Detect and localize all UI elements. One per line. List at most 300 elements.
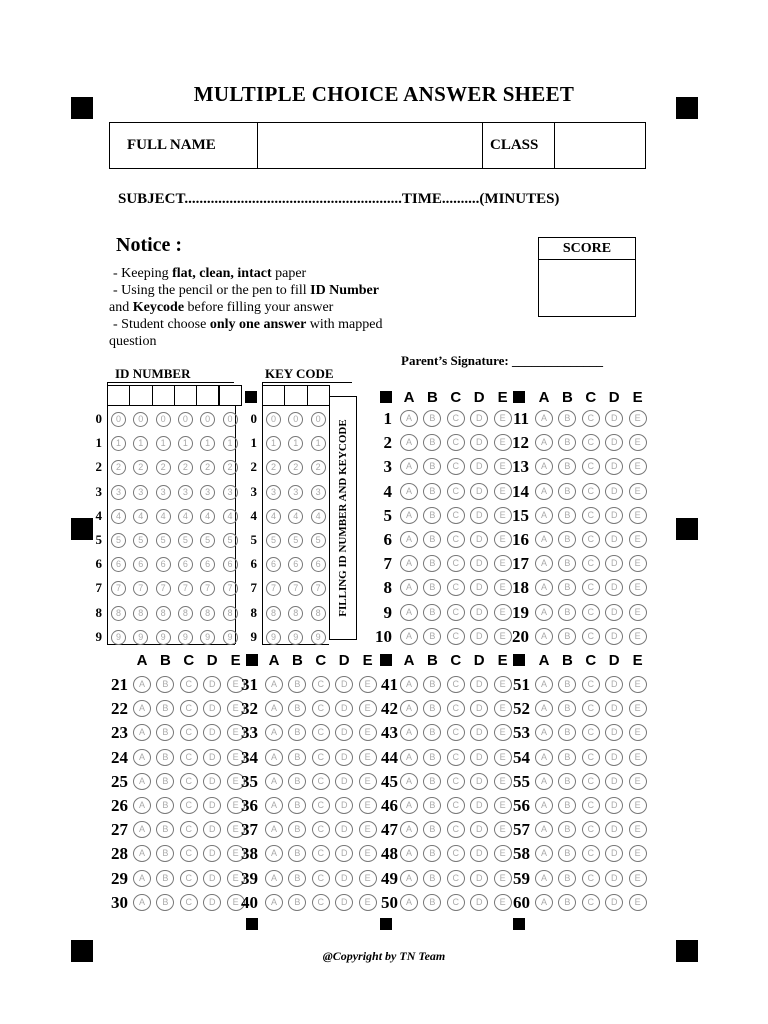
id-digit-bubble[interactable]: 3 (156, 485, 171, 500)
answer-bubble-c[interactable]: C (180, 894, 198, 911)
answer-bubble-c[interactable]: C (447, 749, 465, 766)
answer-bubble-a[interactable]: A (400, 700, 418, 717)
answer-bubble-a[interactable]: A (400, 410, 418, 427)
answer-bubble-c[interactable]: C (447, 724, 465, 741)
answer-bubble-d[interactable]: D (335, 773, 353, 790)
answer-bubble-c[interactable]: C (582, 773, 600, 790)
answer-bubble-c[interactable]: C (582, 628, 600, 645)
answer-bubble-e[interactable]: E (494, 845, 512, 862)
answer-bubble-d[interactable]: D (203, 724, 221, 741)
key-code-write-box[interactable] (262, 385, 285, 406)
answer-bubble-e[interactable]: E (494, 555, 512, 572)
id-digit-bubble[interactable]: 4 (223, 509, 238, 524)
answer-bubble-b[interactable]: B (423, 410, 441, 427)
answer-bubble-b[interactable]: B (558, 555, 576, 572)
answer-bubble-e[interactable]: E (359, 894, 377, 911)
answer-bubble-a[interactable]: A (133, 749, 151, 766)
answer-bubble-c[interactable]: C (447, 870, 465, 887)
answer-bubble-a[interactable]: A (400, 555, 418, 572)
key-digit-bubble[interactable]: 1 (266, 436, 281, 451)
id-digit-bubble[interactable]: 5 (111, 533, 126, 548)
id-digit-bubble[interactable]: 2 (133, 460, 148, 475)
id-digit-bubble[interactable]: 9 (178, 630, 193, 645)
answer-bubble-d[interactable]: D (335, 797, 353, 814)
answer-bubble-a[interactable]: A (535, 458, 553, 475)
answer-bubble-c[interactable]: C (447, 458, 465, 475)
answer-bubble-a[interactable]: A (400, 434, 418, 451)
answer-bubble-e[interactable]: E (359, 845, 377, 862)
id-digit-bubble[interactable]: 8 (111, 606, 126, 621)
id-digit-bubble[interactable]: 9 (133, 630, 148, 645)
id-digit-bubble[interactable]: 6 (223, 557, 238, 572)
answer-bubble-d[interactable]: D (470, 821, 488, 838)
answer-bubble-d[interactable]: D (203, 676, 221, 693)
answer-bubble-e[interactable]: E (629, 676, 647, 693)
answer-bubble-b[interactable]: B (288, 894, 306, 911)
answer-bubble-a[interactable]: A (535, 773, 553, 790)
answer-bubble-b[interactable]: B (558, 458, 576, 475)
answer-bubble-b[interactable]: B (423, 483, 441, 500)
answer-bubble-b[interactable]: B (558, 434, 576, 451)
answer-bubble-b[interactable]: B (288, 821, 306, 838)
id-digit-bubble[interactable]: 2 (178, 460, 193, 475)
answer-bubble-a[interactable]: A (265, 894, 283, 911)
answer-bubble-a[interactable]: A (265, 845, 283, 862)
answer-bubble-c[interactable]: C (447, 604, 465, 621)
answer-bubble-a[interactable]: A (535, 894, 553, 911)
answer-bubble-d[interactable]: D (605, 700, 623, 717)
answer-bubble-d[interactable]: D (203, 749, 221, 766)
answer-bubble-d[interactable]: D (605, 821, 623, 838)
key-digit-bubble[interactable]: 8 (311, 606, 326, 621)
answer-bubble-c[interactable]: C (312, 773, 330, 790)
answer-bubble-c[interactable]: C (582, 845, 600, 862)
answer-bubble-a[interactable]: A (535, 845, 553, 862)
answer-bubble-a[interactable]: A (265, 700, 283, 717)
answer-bubble-d[interactable]: D (470, 531, 488, 548)
answer-bubble-c[interactable]: C (180, 724, 198, 741)
answer-bubble-c[interactable]: C (312, 700, 330, 717)
answer-bubble-b[interactable]: B (558, 773, 576, 790)
answer-bubble-c[interactable]: C (312, 894, 330, 911)
answer-bubble-a[interactable]: A (400, 845, 418, 862)
answer-bubble-c[interactable]: C (447, 821, 465, 838)
answer-bubble-b[interactable]: B (558, 821, 576, 838)
answer-bubble-d[interactable]: D (470, 483, 488, 500)
answer-bubble-b[interactable]: B (558, 604, 576, 621)
id-digit-bubble[interactable]: 3 (111, 485, 126, 500)
answer-bubble-e[interactable]: E (227, 700, 245, 717)
id-digit-bubble[interactable]: 3 (133, 485, 148, 500)
answer-bubble-e[interactable]: E (629, 458, 647, 475)
answer-bubble-c[interactable]: C (312, 870, 330, 887)
answer-bubble-a[interactable]: A (265, 797, 283, 814)
key-digit-bubble[interactable]: 2 (288, 460, 303, 475)
answer-bubble-d[interactable]: D (605, 555, 623, 572)
answer-bubble-e[interactable]: E (494, 676, 512, 693)
answer-bubble-d[interactable]: D (470, 628, 488, 645)
key-digit-bubble[interactable]: 0 (266, 412, 281, 427)
answer-bubble-e[interactable]: E (227, 773, 245, 790)
answer-bubble-e[interactable]: E (629, 870, 647, 887)
answer-bubble-b[interactable]: B (558, 700, 576, 717)
answer-bubble-c[interactable]: C (180, 797, 198, 814)
answer-bubble-d[interactable]: D (335, 845, 353, 862)
id-digit-bubble[interactable]: 7 (111, 581, 126, 596)
answer-bubble-e[interactable]: E (494, 628, 512, 645)
id-digit-bubble[interactable]: 5 (133, 533, 148, 548)
answer-bubble-c[interactable]: C (447, 531, 465, 548)
answer-bubble-e[interactable]: E (359, 676, 377, 693)
answer-bubble-e[interactable]: E (629, 555, 647, 572)
answer-bubble-d[interactable]: D (470, 676, 488, 693)
answer-bubble-d[interactable]: D (605, 434, 623, 451)
answer-bubble-d[interactable]: D (335, 894, 353, 911)
id-digit-bubble[interactable]: 7 (156, 581, 171, 596)
answer-bubble-c[interactable]: C (582, 531, 600, 548)
answer-bubble-e[interactable]: E (629, 773, 647, 790)
answer-bubble-e[interactable]: E (494, 410, 512, 427)
answer-bubble-a[interactable]: A (400, 579, 418, 596)
answer-bubble-a[interactable]: A (535, 579, 553, 596)
answer-bubble-a[interactable]: A (265, 724, 283, 741)
answer-bubble-a[interactable]: A (535, 749, 553, 766)
parent-signature[interactable]: Parent’s Signature: ______________ (401, 353, 603, 368)
key-digit-bubble[interactable]: 0 (288, 412, 303, 427)
answer-bubble-e[interactable]: E (494, 749, 512, 766)
answer-bubble-b[interactable]: B (423, 845, 441, 862)
answer-bubble-e[interactable]: E (629, 410, 647, 427)
id-digit-bubble[interactable]: 7 (178, 581, 193, 596)
id-digit-bubble[interactable]: 6 (111, 557, 126, 572)
answer-bubble-d[interactable]: D (470, 797, 488, 814)
answer-bubble-b[interactable]: B (156, 724, 174, 741)
id-digit-bubble[interactable]: 8 (133, 606, 148, 621)
answer-bubble-a[interactable]: A (400, 676, 418, 693)
answer-bubble-d[interactable]: D (605, 894, 623, 911)
id-digit-bubble[interactable]: 4 (133, 509, 148, 524)
answer-bubble-c[interactable]: C (582, 821, 600, 838)
answer-bubble-a[interactable]: A (133, 894, 151, 911)
answer-bubble-d[interactable]: D (605, 870, 623, 887)
key-digit-bubble[interactable]: 5 (311, 533, 326, 548)
answer-bubble-d[interactable]: D (605, 676, 623, 693)
key-digit-bubble[interactable]: 7 (311, 581, 326, 596)
id-digit-bubble[interactable]: 6 (133, 557, 148, 572)
answer-bubble-d[interactable]: D (605, 458, 623, 475)
answer-bubble-e[interactable]: E (629, 797, 647, 814)
key-digit-bubble[interactable]: 2 (311, 460, 326, 475)
id-digit-bubble[interactable]: 7 (133, 581, 148, 596)
answer-bubble-b[interactable]: B (558, 531, 576, 548)
answer-bubble-a[interactable]: A (535, 821, 553, 838)
answer-bubble-a[interactable]: A (400, 531, 418, 548)
answer-bubble-b[interactable]: B (558, 483, 576, 500)
answer-bubble-a[interactable]: A (535, 870, 553, 887)
answer-bubble-a[interactable]: A (535, 410, 553, 427)
id-digit-bubble[interactable]: 9 (111, 630, 126, 645)
answer-bubble-a[interactable]: A (133, 700, 151, 717)
answer-bubble-c[interactable]: C (447, 773, 465, 790)
id-digit-bubble[interactable]: 4 (200, 509, 215, 524)
answer-bubble-c[interactable]: C (582, 410, 600, 427)
id-number-write-box[interactable] (107, 385, 130, 406)
answer-bubble-b[interactable]: B (423, 604, 441, 621)
answer-bubble-e[interactable]: E (629, 821, 647, 838)
id-digit-bubble[interactable]: 0 (156, 412, 171, 427)
answer-bubble-e[interactable]: E (629, 628, 647, 645)
answer-bubble-d[interactable]: D (335, 676, 353, 693)
answer-bubble-e[interactable]: E (629, 434, 647, 451)
key-digit-bubble[interactable]: 8 (288, 606, 303, 621)
answer-bubble-b[interactable]: B (288, 870, 306, 887)
key-digit-bubble[interactable]: 4 (266, 509, 281, 524)
answer-bubble-c[interactable]: C (447, 410, 465, 427)
answer-bubble-d[interactable]: D (335, 749, 353, 766)
answer-bubble-c[interactable]: C (582, 507, 600, 524)
id-digit-bubble[interactable]: 5 (200, 533, 215, 548)
id-digit-bubble[interactable]: 8 (200, 606, 215, 621)
id-digit-bubble[interactable]: 1 (223, 436, 238, 451)
answer-bubble-b[interactable]: B (423, 531, 441, 548)
answer-bubble-b[interactable]: B (156, 676, 174, 693)
key-digit-bubble[interactable]: 8 (266, 606, 281, 621)
answer-bubble-e[interactable]: E (227, 676, 245, 693)
answer-bubble-c[interactable]: C (447, 700, 465, 717)
answer-bubble-b[interactable]: B (558, 749, 576, 766)
answer-bubble-b[interactable]: B (423, 797, 441, 814)
answer-bubble-b[interactable]: B (423, 555, 441, 572)
answer-bubble-a[interactable]: A (265, 676, 283, 693)
answer-bubble-e[interactable]: E (359, 700, 377, 717)
key-digit-bubble[interactable]: 3 (288, 485, 303, 500)
answer-bubble-c[interactable]: C (447, 628, 465, 645)
answer-bubble-d[interactable]: D (605, 724, 623, 741)
answer-bubble-b[interactable]: B (423, 749, 441, 766)
answer-bubble-a[interactable]: A (535, 507, 553, 524)
answer-bubble-d[interactable]: D (470, 507, 488, 524)
answer-bubble-b[interactable]: B (558, 628, 576, 645)
answer-bubble-c[interactable]: C (582, 870, 600, 887)
id-digit-bubble[interactable]: 7 (223, 581, 238, 596)
answer-bubble-a[interactable]: A (265, 870, 283, 887)
answer-bubble-c[interactable]: C (447, 676, 465, 693)
id-digit-bubble[interactable]: 3 (178, 485, 193, 500)
answer-bubble-e[interactable]: E (359, 724, 377, 741)
answer-bubble-a[interactable]: A (133, 845, 151, 862)
answer-bubble-c[interactable]: C (582, 700, 600, 717)
answer-bubble-a[interactable]: A (535, 628, 553, 645)
answer-bubble-c[interactable]: C (582, 724, 600, 741)
id-digit-bubble[interactable]: 0 (223, 412, 238, 427)
answer-bubble-e[interactable]: E (494, 531, 512, 548)
answer-bubble-b[interactable]: B (558, 507, 576, 524)
id-digit-bubble[interactable]: 5 (178, 533, 193, 548)
answer-bubble-a[interactable]: A (535, 531, 553, 548)
answer-bubble-c[interactable]: C (312, 845, 330, 862)
answer-bubble-c[interactable]: C (447, 555, 465, 572)
answer-bubble-b[interactable]: B (156, 797, 174, 814)
answer-bubble-b[interactable]: B (558, 579, 576, 596)
answer-bubble-d[interactable]: D (470, 410, 488, 427)
answer-bubble-e[interactable]: E (227, 870, 245, 887)
answer-bubble-d[interactable]: D (470, 434, 488, 451)
answer-bubble-c[interactable]: C (312, 749, 330, 766)
answer-bubble-b[interactable]: B (558, 676, 576, 693)
answer-bubble-b[interactable]: B (423, 676, 441, 693)
answer-bubble-d[interactable]: D (605, 483, 623, 500)
key-digit-bubble[interactable]: 6 (311, 557, 326, 572)
answer-bubble-d[interactable]: D (470, 724, 488, 741)
answer-bubble-d[interactable]: D (605, 410, 623, 427)
answer-bubble-a[interactable]: A (535, 676, 553, 693)
answer-bubble-d[interactable]: D (470, 700, 488, 717)
answer-bubble-d[interactable]: D (335, 724, 353, 741)
answer-bubble-b[interactable]: B (288, 773, 306, 790)
key-digit-bubble[interactable]: 5 (266, 533, 281, 548)
key-digit-bubble[interactable]: 4 (288, 509, 303, 524)
answer-bubble-c[interactable]: C (180, 676, 198, 693)
answer-bubble-d[interactable]: D (203, 845, 221, 862)
answer-bubble-b[interactable]: B (558, 797, 576, 814)
key-digit-bubble[interactable]: 7 (288, 581, 303, 596)
answer-bubble-e[interactable]: E (359, 773, 377, 790)
key-digit-bubble[interactable]: 6 (266, 557, 281, 572)
id-digit-bubble[interactable]: 3 (223, 485, 238, 500)
id-digit-bubble[interactable]: 0 (178, 412, 193, 427)
answer-bubble-d[interactable]: D (470, 579, 488, 596)
answer-bubble-e[interactable]: E (494, 458, 512, 475)
answer-bubble-b[interactable]: B (288, 724, 306, 741)
id-digit-bubble[interactable]: 8 (178, 606, 193, 621)
answer-bubble-c[interactable]: C (180, 749, 198, 766)
key-digit-bubble[interactable]: 7 (266, 581, 281, 596)
answer-bubble-d[interactable]: D (335, 821, 353, 838)
answer-bubble-b[interactable]: B (558, 724, 576, 741)
answer-bubble-b[interactable]: B (423, 894, 441, 911)
answer-bubble-d[interactable]: D (605, 749, 623, 766)
key-digit-bubble[interactable]: 9 (311, 630, 326, 645)
answer-bubble-b[interactable]: B (423, 628, 441, 645)
answer-bubble-a[interactable]: A (400, 773, 418, 790)
answer-bubble-a[interactable]: A (400, 724, 418, 741)
answer-bubble-b[interactable]: B (558, 410, 576, 427)
answer-bubble-a[interactable]: A (265, 773, 283, 790)
id-digit-bubble[interactable]: 1 (156, 436, 171, 451)
key-code-write-box[interactable] (307, 385, 330, 406)
answer-bubble-d[interactable]: D (470, 870, 488, 887)
answer-bubble-b[interactable]: B (423, 507, 441, 524)
key-digit-bubble[interactable]: 6 (288, 557, 303, 572)
id-digit-bubble[interactable]: 2 (156, 460, 171, 475)
id-digit-bubble[interactable]: 9 (156, 630, 171, 645)
answer-bubble-a[interactable]: A (400, 483, 418, 500)
answer-bubble-b[interactable]: B (423, 458, 441, 475)
answer-bubble-c[interactable]: C (447, 483, 465, 500)
answer-bubble-b[interactable]: B (156, 773, 174, 790)
answer-bubble-d[interactable]: D (203, 700, 221, 717)
answer-bubble-a[interactable]: A (535, 434, 553, 451)
answer-bubble-e[interactable]: E (359, 749, 377, 766)
answer-bubble-c[interactable]: C (180, 773, 198, 790)
answer-bubble-e[interactable]: E (629, 483, 647, 500)
id-digit-bubble[interactable]: 1 (133, 436, 148, 451)
answer-bubble-c[interactable]: C (312, 724, 330, 741)
answer-bubble-d[interactable]: D (203, 821, 221, 838)
id-digit-bubble[interactable]: 4 (111, 509, 126, 524)
answer-bubble-e[interactable]: E (227, 894, 245, 911)
answer-bubble-c[interactable]: C (447, 579, 465, 596)
answer-bubble-c[interactable]: C (447, 434, 465, 451)
key-digit-bubble[interactable]: 5 (288, 533, 303, 548)
answer-bubble-b[interactable]: B (423, 434, 441, 451)
answer-bubble-c[interactable]: C (582, 555, 600, 572)
answer-bubble-d[interactable]: D (605, 507, 623, 524)
answer-bubble-c[interactable]: C (180, 821, 198, 838)
answer-bubble-b[interactable]: B (423, 821, 441, 838)
answer-bubble-e[interactable]: E (494, 700, 512, 717)
answer-bubble-a[interactable]: A (535, 604, 553, 621)
answer-bubble-e[interactable]: E (227, 724, 245, 741)
answer-bubble-b[interactable]: B (156, 870, 174, 887)
answer-bubble-a[interactable]: A (400, 894, 418, 911)
answer-bubble-d[interactable]: D (335, 870, 353, 887)
answer-bubble-e[interactable]: E (494, 507, 512, 524)
answer-bubble-d[interactable]: D (470, 845, 488, 862)
answer-bubble-b[interactable]: B (288, 700, 306, 717)
answer-bubble-e[interactable]: E (494, 604, 512, 621)
answer-bubble-d[interactable]: D (605, 797, 623, 814)
answer-bubble-e[interactable]: E (494, 870, 512, 887)
answer-bubble-b[interactable]: B (156, 749, 174, 766)
answer-bubble-a[interactable]: A (133, 821, 151, 838)
answer-bubble-c[interactable]: C (582, 604, 600, 621)
id-digit-bubble[interactable]: 7 (200, 581, 215, 596)
answer-bubble-c[interactable]: C (447, 894, 465, 911)
answer-bubble-e[interactable]: E (494, 483, 512, 500)
answer-bubble-e[interactable]: E (227, 797, 245, 814)
answer-bubble-b[interactable]: B (156, 845, 174, 862)
answer-bubble-c[interactable]: C (582, 797, 600, 814)
id-digit-bubble[interactable]: 0 (133, 412, 148, 427)
answer-bubble-c[interactable]: C (582, 434, 600, 451)
answer-bubble-d[interactable]: D (470, 773, 488, 790)
answer-bubble-d[interactable]: D (605, 531, 623, 548)
answer-bubble-e[interactable]: E (359, 870, 377, 887)
answer-bubble-d[interactable]: D (470, 604, 488, 621)
id-digit-bubble[interactable]: 6 (178, 557, 193, 572)
answer-bubble-b[interactable]: B (423, 579, 441, 596)
answer-bubble-b[interactable]: B (558, 870, 576, 887)
answer-bubble-d[interactable]: D (470, 555, 488, 572)
answer-bubble-d[interactable]: D (605, 579, 623, 596)
answer-bubble-c[interactable]: C (582, 483, 600, 500)
answer-bubble-a[interactable]: A (133, 724, 151, 741)
answer-bubble-e[interactable]: E (629, 507, 647, 524)
answer-bubble-c[interactable]: C (180, 700, 198, 717)
answer-bubble-b[interactable]: B (288, 749, 306, 766)
subject-time-line[interactable]: SUBJECT..........................................................TIME..........(MINUTES) (118, 191, 560, 207)
id-number-write-box[interactable] (152, 385, 175, 406)
answer-bubble-e[interactable]: E (629, 604, 647, 621)
key-digit-bubble[interactable]: 2 (266, 460, 281, 475)
answer-bubble-e[interactable]: E (629, 700, 647, 717)
id-digit-bubble[interactable]: 1 (178, 436, 193, 451)
answer-bubble-e[interactable]: E (494, 797, 512, 814)
answer-bubble-c[interactable]: C (582, 749, 600, 766)
answer-bubble-e[interactable]: E (494, 724, 512, 741)
answer-bubble-a[interactable]: A (400, 628, 418, 645)
